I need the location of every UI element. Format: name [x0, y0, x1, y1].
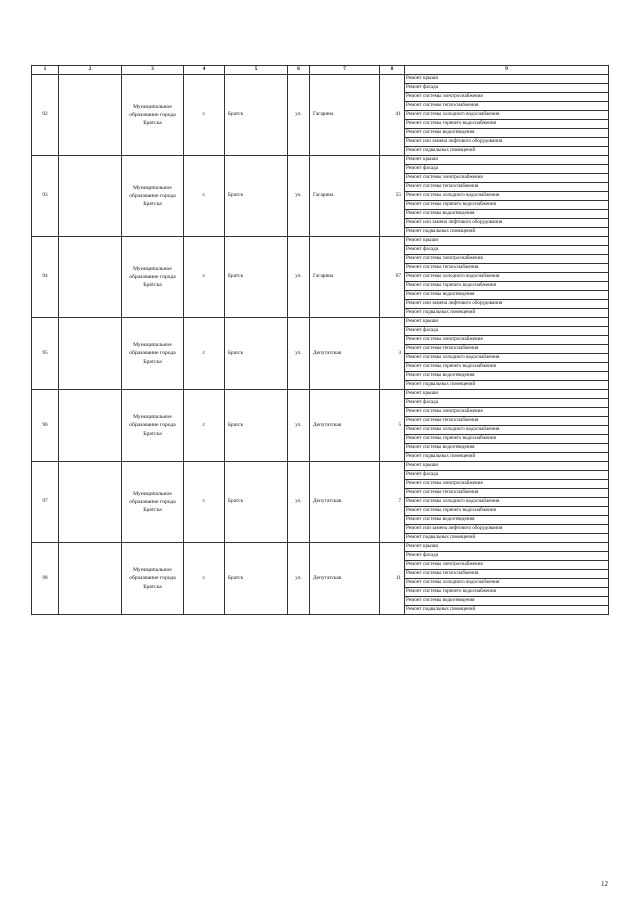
street-name-cell: Гагарина — [310, 237, 380, 318]
work-item-cell: Ремонт фасада — [405, 471, 609, 480]
settlement-name-cell: Братск — [225, 462, 288, 543]
header-row — [32, 66, 609, 75]
work-item-cell: Ремонт системы горячего водоснабжения — [405, 363, 609, 372]
row-number-cell: 92 — [32, 75, 59, 156]
street-name-cell: Депутатская — [310, 462, 380, 543]
column-header-6: 6 — [288, 66, 310, 75]
row-number-cell: 94 — [32, 237, 59, 318]
work-item-cell: Ремонт подвальных помещений — [405, 309, 609, 318]
work-item-cell: Ремонт системы горячего водоснабжения — [405, 120, 609, 129]
work-item-cell: Ремонт подвальных помещений — [405, 147, 609, 156]
work-item-cell: Ремонт крыши — [405, 543, 609, 552]
settlement-type-cell: г. — [184, 543, 225, 615]
work-item-cell: Ремонт системы электроснабжения — [405, 480, 609, 489]
settlement-type-cell: г. — [184, 237, 225, 318]
street-type-cell: ул. — [288, 390, 310, 462]
table-row — [32, 462, 609, 471]
street-type-cell: ул. — [288, 462, 310, 543]
work-item-cell: Ремонт системы горячего водоснабжения — [405, 435, 609, 444]
table-row — [32, 156, 609, 165]
work-item-cell: Ремонт или замена лифтового оборудования — [405, 219, 609, 228]
work-item-cell: Ремонт или замена лифтового оборудования — [405, 525, 609, 534]
house-number-cell: 41 — [380, 75, 405, 156]
work-item-cell: Ремонт крыши — [405, 237, 609, 246]
house-number-cell: 55 — [380, 156, 405, 237]
settlement-name-cell: Братск — [225, 318, 288, 390]
column-2-cell — [59, 237, 122, 318]
work-item-cell: Ремонт системы теплоснабжения — [405, 417, 609, 426]
table-body — [32, 75, 609, 615]
settlement-name-cell: Братск — [225, 543, 288, 615]
table-row — [32, 237, 609, 246]
work-item-cell: Ремонт крыши — [405, 318, 609, 327]
house-number-cell: 67 — [380, 237, 405, 318]
work-item-cell: Ремонт системы теплоснабжения — [405, 183, 609, 192]
work-item-cell: Ремонт крыши — [405, 390, 609, 399]
work-item-cell: Ремонт системы холодного водоснабжения — [405, 192, 609, 201]
row-number-cell: 98 — [32, 543, 59, 615]
work-item-cell: Ремонт системы холодного водоснабжения — [405, 354, 609, 363]
work-item-cell: Ремонт системы водоотведения — [405, 210, 609, 219]
row-number-cell: 95 — [32, 318, 59, 390]
column-header-7: 7 — [310, 66, 380, 75]
page-number: 12 — [601, 880, 608, 888]
work-item-cell: Ремонт системы теплоснабжения — [405, 264, 609, 273]
work-item-cell: Ремонт подвальных помещений — [405, 228, 609, 237]
work-item-cell: Ремонт системы горячего водоснабжения — [405, 282, 609, 291]
column-2-cell — [59, 390, 122, 462]
work-item-cell: Ремонт системы горячего водоснабжения — [405, 588, 609, 597]
column-header-5: 5 — [225, 66, 288, 75]
house-number-cell: 5 — [380, 390, 405, 462]
work-item-cell: Ремонт системы горячего водоснабжения — [405, 201, 609, 210]
work-item-cell: Ремонт системы электроснабжения — [405, 93, 609, 102]
column-header-2: 2 — [59, 66, 122, 75]
work-item-cell: Ремонт системы электроснабжения — [405, 255, 609, 264]
work-item-cell: Ремонт подвальных помещений — [405, 534, 609, 543]
organization-cell: Муниципальное образование города Братска — [122, 390, 184, 462]
work-item-cell: Ремонт системы электроснабжения — [405, 336, 609, 345]
column-header-4: 4 — [184, 66, 225, 75]
table-row — [32, 390, 609, 399]
house-number-cell: 7 — [380, 462, 405, 543]
work-item-cell: Ремонт фасада — [405, 84, 609, 93]
settlement-name-cell: Братск — [225, 390, 288, 462]
work-item-cell: Ремонт подвальных помещений — [405, 381, 609, 390]
repair-program-table — [31, 65, 609, 615]
organization-cell: Муниципальное образование города Братска — [122, 318, 184, 390]
work-item-cell: Ремонт системы теплоснабжения — [405, 570, 609, 579]
organization-cell: Муниципальное образование города Братска — [122, 237, 184, 318]
table-row — [32, 318, 609, 327]
work-item-cell: Ремонт системы водоотведения — [405, 129, 609, 138]
organization-cell: Муниципальное образование города Братска — [122, 543, 184, 615]
work-item-cell: Ремонт системы электроснабжения — [405, 408, 609, 417]
work-item-cell: Ремонт системы электроснабжения — [405, 561, 609, 570]
work-item-cell: Ремонт системы водоотведения — [405, 597, 609, 606]
street-type-cell: ул. — [288, 75, 310, 156]
work-item-cell: Ремонт системы теплоснабжения — [405, 102, 609, 111]
street-type-cell: ул. — [288, 543, 310, 615]
street-name-cell: Депутатская — [310, 390, 380, 462]
work-item-cell: Ремонт системы холодного водоснабжения — [405, 273, 609, 282]
column-header-1: 1 — [32, 66, 59, 75]
work-item-cell: Ремонт или замена лифтового оборудования — [405, 138, 609, 147]
work-item-cell: Ремонт подвальных помещений — [405, 606, 609, 615]
street-type-cell: ул. — [288, 156, 310, 237]
work-item-cell: Ремонт фасада — [405, 552, 609, 561]
work-item-cell: Ремонт системы теплоснабжения — [405, 345, 609, 354]
street-name-cell: Депутатская — [310, 543, 380, 615]
column-2-cell — [59, 156, 122, 237]
table-row — [32, 543, 609, 552]
organization-cell: Муниципальное образование города Братска — [122, 462, 184, 543]
work-item-cell: Ремонт крыши — [405, 462, 609, 471]
work-item-cell: Ремонт подвальных помещений — [405, 453, 609, 462]
work-item-cell: Ремонт или замена лифтового оборудования — [405, 300, 609, 309]
house-number-cell: 3 — [380, 318, 405, 390]
work-item-cell: Ремонт крыши — [405, 156, 609, 165]
work-item-cell: Ремонт системы электроснабжения — [405, 174, 609, 183]
work-item-cell: Ремонт системы водоотведения — [405, 444, 609, 453]
work-item-cell: Ремонт системы холодного водоснабжения — [405, 579, 609, 588]
work-item-cell: Ремонт системы холодного водоснабжения — [405, 426, 609, 435]
street-name-cell: Гагарина — [310, 75, 380, 156]
column-2-cell — [59, 543, 122, 615]
organization-cell: Муниципальное образование города Братска — [122, 75, 184, 156]
organization-cell: Муниципальное образование города Братска — [122, 156, 184, 237]
work-item-cell: Ремонт системы водоотведения — [405, 516, 609, 525]
work-item-cell: Ремонт фасада — [405, 327, 609, 336]
street-name-cell: Гагарина — [310, 156, 380, 237]
table-row — [32, 75, 609, 84]
settlement-type-cell: г. — [184, 462, 225, 543]
work-item-cell: Ремонт системы холодного водоснабжения — [405, 111, 609, 120]
street-type-cell: ул. — [288, 318, 310, 390]
column-header-8: 8 — [380, 66, 405, 75]
settlement-type-cell: г. — [184, 75, 225, 156]
column-2-cell — [59, 75, 122, 156]
work-item-cell: Ремонт системы теплоснабжения — [405, 489, 609, 498]
settlement-name-cell: Братск — [225, 156, 288, 237]
work-item-cell: Ремонт системы горячего водоснабжения — [405, 507, 609, 516]
settlement-name-cell: Братск — [225, 75, 288, 156]
house-number-cell: 11 — [380, 543, 405, 615]
column-header-3: 3 — [122, 66, 184, 75]
column-2-cell — [59, 462, 122, 543]
settlement-type-cell: г. — [184, 390, 225, 462]
column-header-9: 9 — [405, 66, 609, 75]
work-item-cell: Ремонт фасада — [405, 399, 609, 408]
row-number-cell: 93 — [32, 156, 59, 237]
street-name-cell: Депутатская — [310, 318, 380, 390]
settlement-type-cell: г. — [184, 318, 225, 390]
row-number-cell: 97 — [32, 462, 59, 543]
work-item-cell: Ремонт системы водоотведения — [405, 291, 609, 300]
column-2-cell — [59, 318, 122, 390]
settlement-type-cell: г. — [184, 156, 225, 237]
street-type-cell: ул. — [288, 237, 310, 318]
work-item-cell: Ремонт системы холодного водоснабжения — [405, 498, 609, 507]
work-item-cell: Ремонт фасада — [405, 246, 609, 255]
work-item-cell: Ремонт фасада — [405, 165, 609, 174]
settlement-name-cell: Братск — [225, 237, 288, 318]
row-number-cell: 96 — [32, 390, 59, 462]
work-item-cell: Ремонт системы водоотведения — [405, 372, 609, 381]
work-item-cell: Ремонт крыши — [405, 75, 609, 84]
